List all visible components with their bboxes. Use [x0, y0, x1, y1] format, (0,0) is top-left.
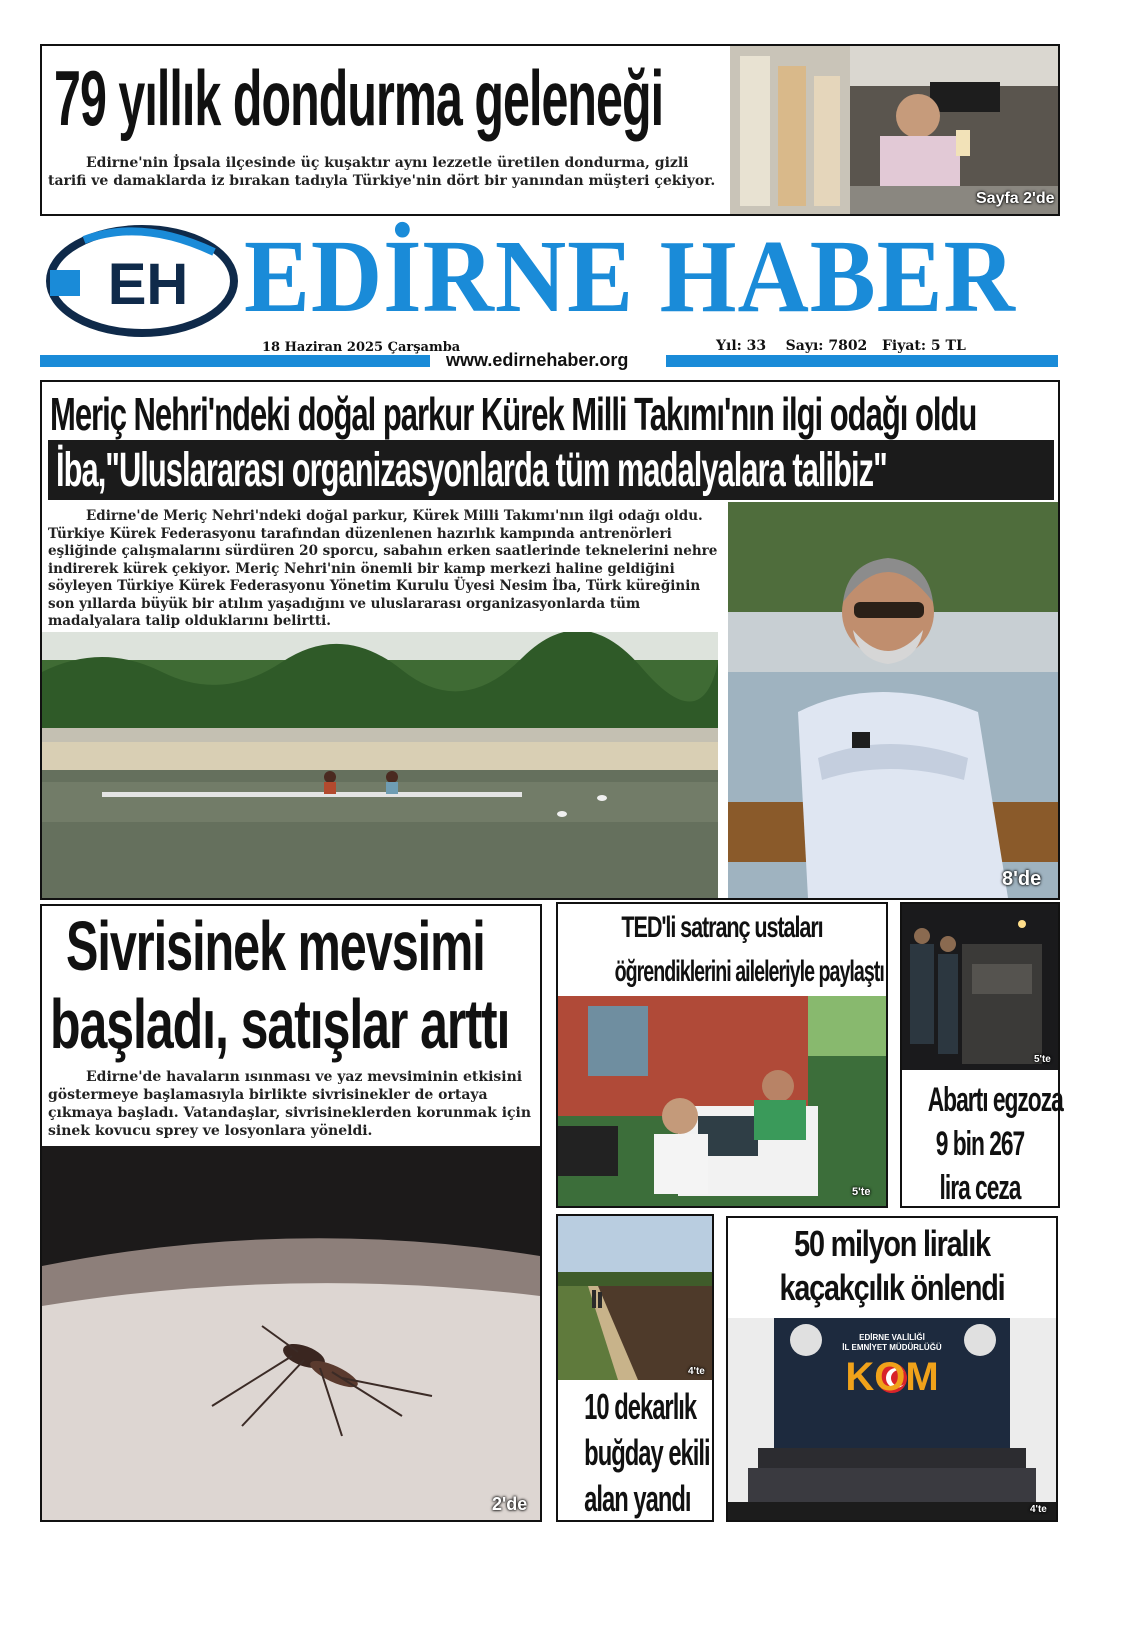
mosquito-story-body: Edirne'de havaların ısınması ve yaz mevsiminin etkisini göstermeye başlamasıyla birlikte sivrisinekler de ortaya çıkmaya başladı. Vatandaşlar, sivrisineklerden korunmak için sinek kovucu sprey ve losyonlara yöneldi. — [48, 1069, 532, 1139]
wheat-page-ref: 4'te — [688, 1366, 705, 1377]
wheat-headline-line3: alan yandı — [584, 1478, 691, 1519]
smuggling-headline-line2: kaçakçılık önlendi — [779, 1267, 1005, 1308]
exhaust-headline-line3: lira ceza — [939, 1169, 1021, 1207]
chess-photo[interactable] — [558, 996, 886, 1206]
smuggling-page-ref: 4'te — [1030, 1504, 1047, 1515]
logo-letters: EH — [107, 252, 189, 317]
year-label: Yıl: 33 — [716, 338, 767, 354]
wheat-headline-line1: 10 dekarlık — [584, 1386, 697, 1427]
masthead-name: EDİRNE HABER — [244, 219, 1016, 334]
mosquito-headline-line1: Sivrisinek mevsimi — [66, 907, 485, 985]
main-story-body: Edirne'de Meriç Nehri'ndeki doğal parkur, Kürek Milli Takımı'nın ilgi odağı oldu. Türkiye Kürek Federasyonu tarafından düzenlenen hazırlık kampında antrenörleri eşliğinde çalışmalarını sürdüren 20 sporcu, sabahın erken saatlerinde teknelerini nehre indirerek kürek çekiyor. Meriç Nehri'nin önemli bir kamp merkezi haline geldiğini söyleyen Türkiye Kürek Federasyonu Yönetim Kurulu Üyesi Nesim İba, Türk küreğinin son yıllarda büyük bir atılım yaşadığını ve uluslararası organizasyonlarda tüm madalyalara talip olduklarını belirtti. — [48, 508, 718, 629]
top-story-page-ref: Sayfa 2'de — [976, 190, 1055, 207]
mosquito-page-ref: 2'de — [492, 1494, 528, 1514]
banner-line1: EDİRNE VALİLİĞİ — [859, 1333, 925, 1342]
masthead-rule-left — [40, 355, 430, 367]
wheat-headline-line2: buğday ekili — [584, 1432, 710, 1473]
masthead-logo — [44, 222, 240, 340]
ice-cream-shop-photo[interactable] — [730, 46, 1058, 214]
banner-line2: İL EMNİYET MÜDÜRLÜĞÜ — [842, 1343, 942, 1352]
seized-goods-photo[interactable] — [728, 1318, 1056, 1520]
price-label: Fiyat: 5 TL — [881, 338, 966, 354]
main-story-subheadline: İba,"Uluslararası organizasyonlarda tüm madalyalara talibiz" — [56, 444, 887, 497]
issue-info — [716, 338, 966, 354]
banner-logo: KOM — [845, 1355, 939, 1399]
top-story-lede: Edirne'nin İpsala ilçesinde üç kuşaktır aynı lezzetle üretilen dondurma, gizli tarifi ve damaklarda iz bırakan tadıyla Türkiye'nin dört bir yanından müşteri çekiyor. — [48, 155, 716, 189]
mosquito-headline-line2: başladı, satışlar arttı — [50, 985, 510, 1063]
police-check-photo[interactable] — [902, 904, 1058, 1070]
exhaust-photo-page-ref: 5'te — [1034, 1054, 1051, 1065]
smuggling-headline-line1: 50 milyon liralık — [794, 1223, 990, 1264]
main-story-page-ref: 8'de — [1002, 868, 1042, 890]
main-story-headline: Meriç Nehri'ndeki doğal parkur Kürek Milli Takımı'nın ilgi odağı oldu — [50, 388, 977, 440]
masthead-rule-right — [666, 355, 1058, 367]
mosquito-photo[interactable] — [42, 1146, 540, 1520]
rowing-photo[interactable] — [42, 632, 718, 898]
chess-page-ref: 5'te — [852, 1186, 871, 1198]
burned-field-photo[interactable] — [558, 1216, 712, 1380]
issue-number-label: Sayı: 7802 — [785, 338, 868, 354]
issue-date: 18 Haziran 2025 Çarşamba — [262, 340, 461, 355]
top-story-headline: 79 yıllık dondurma geleneği — [54, 54, 664, 142]
chess-headline-line1: TED'li satranç ustaları — [621, 911, 823, 944]
federation-official-photo[interactable] — [728, 502, 1058, 898]
exhaust-headline-line1: Abartı egzoza — [927, 1081, 1063, 1119]
chess-headline-line2: öğrendiklerini aileleriyle paylaştı — [614, 955, 884, 988]
website-link[interactable]: www.edirnehaber.org — [446, 350, 629, 370]
exhaust-headline-line2: 9 bin 267 — [935, 1125, 1025, 1163]
